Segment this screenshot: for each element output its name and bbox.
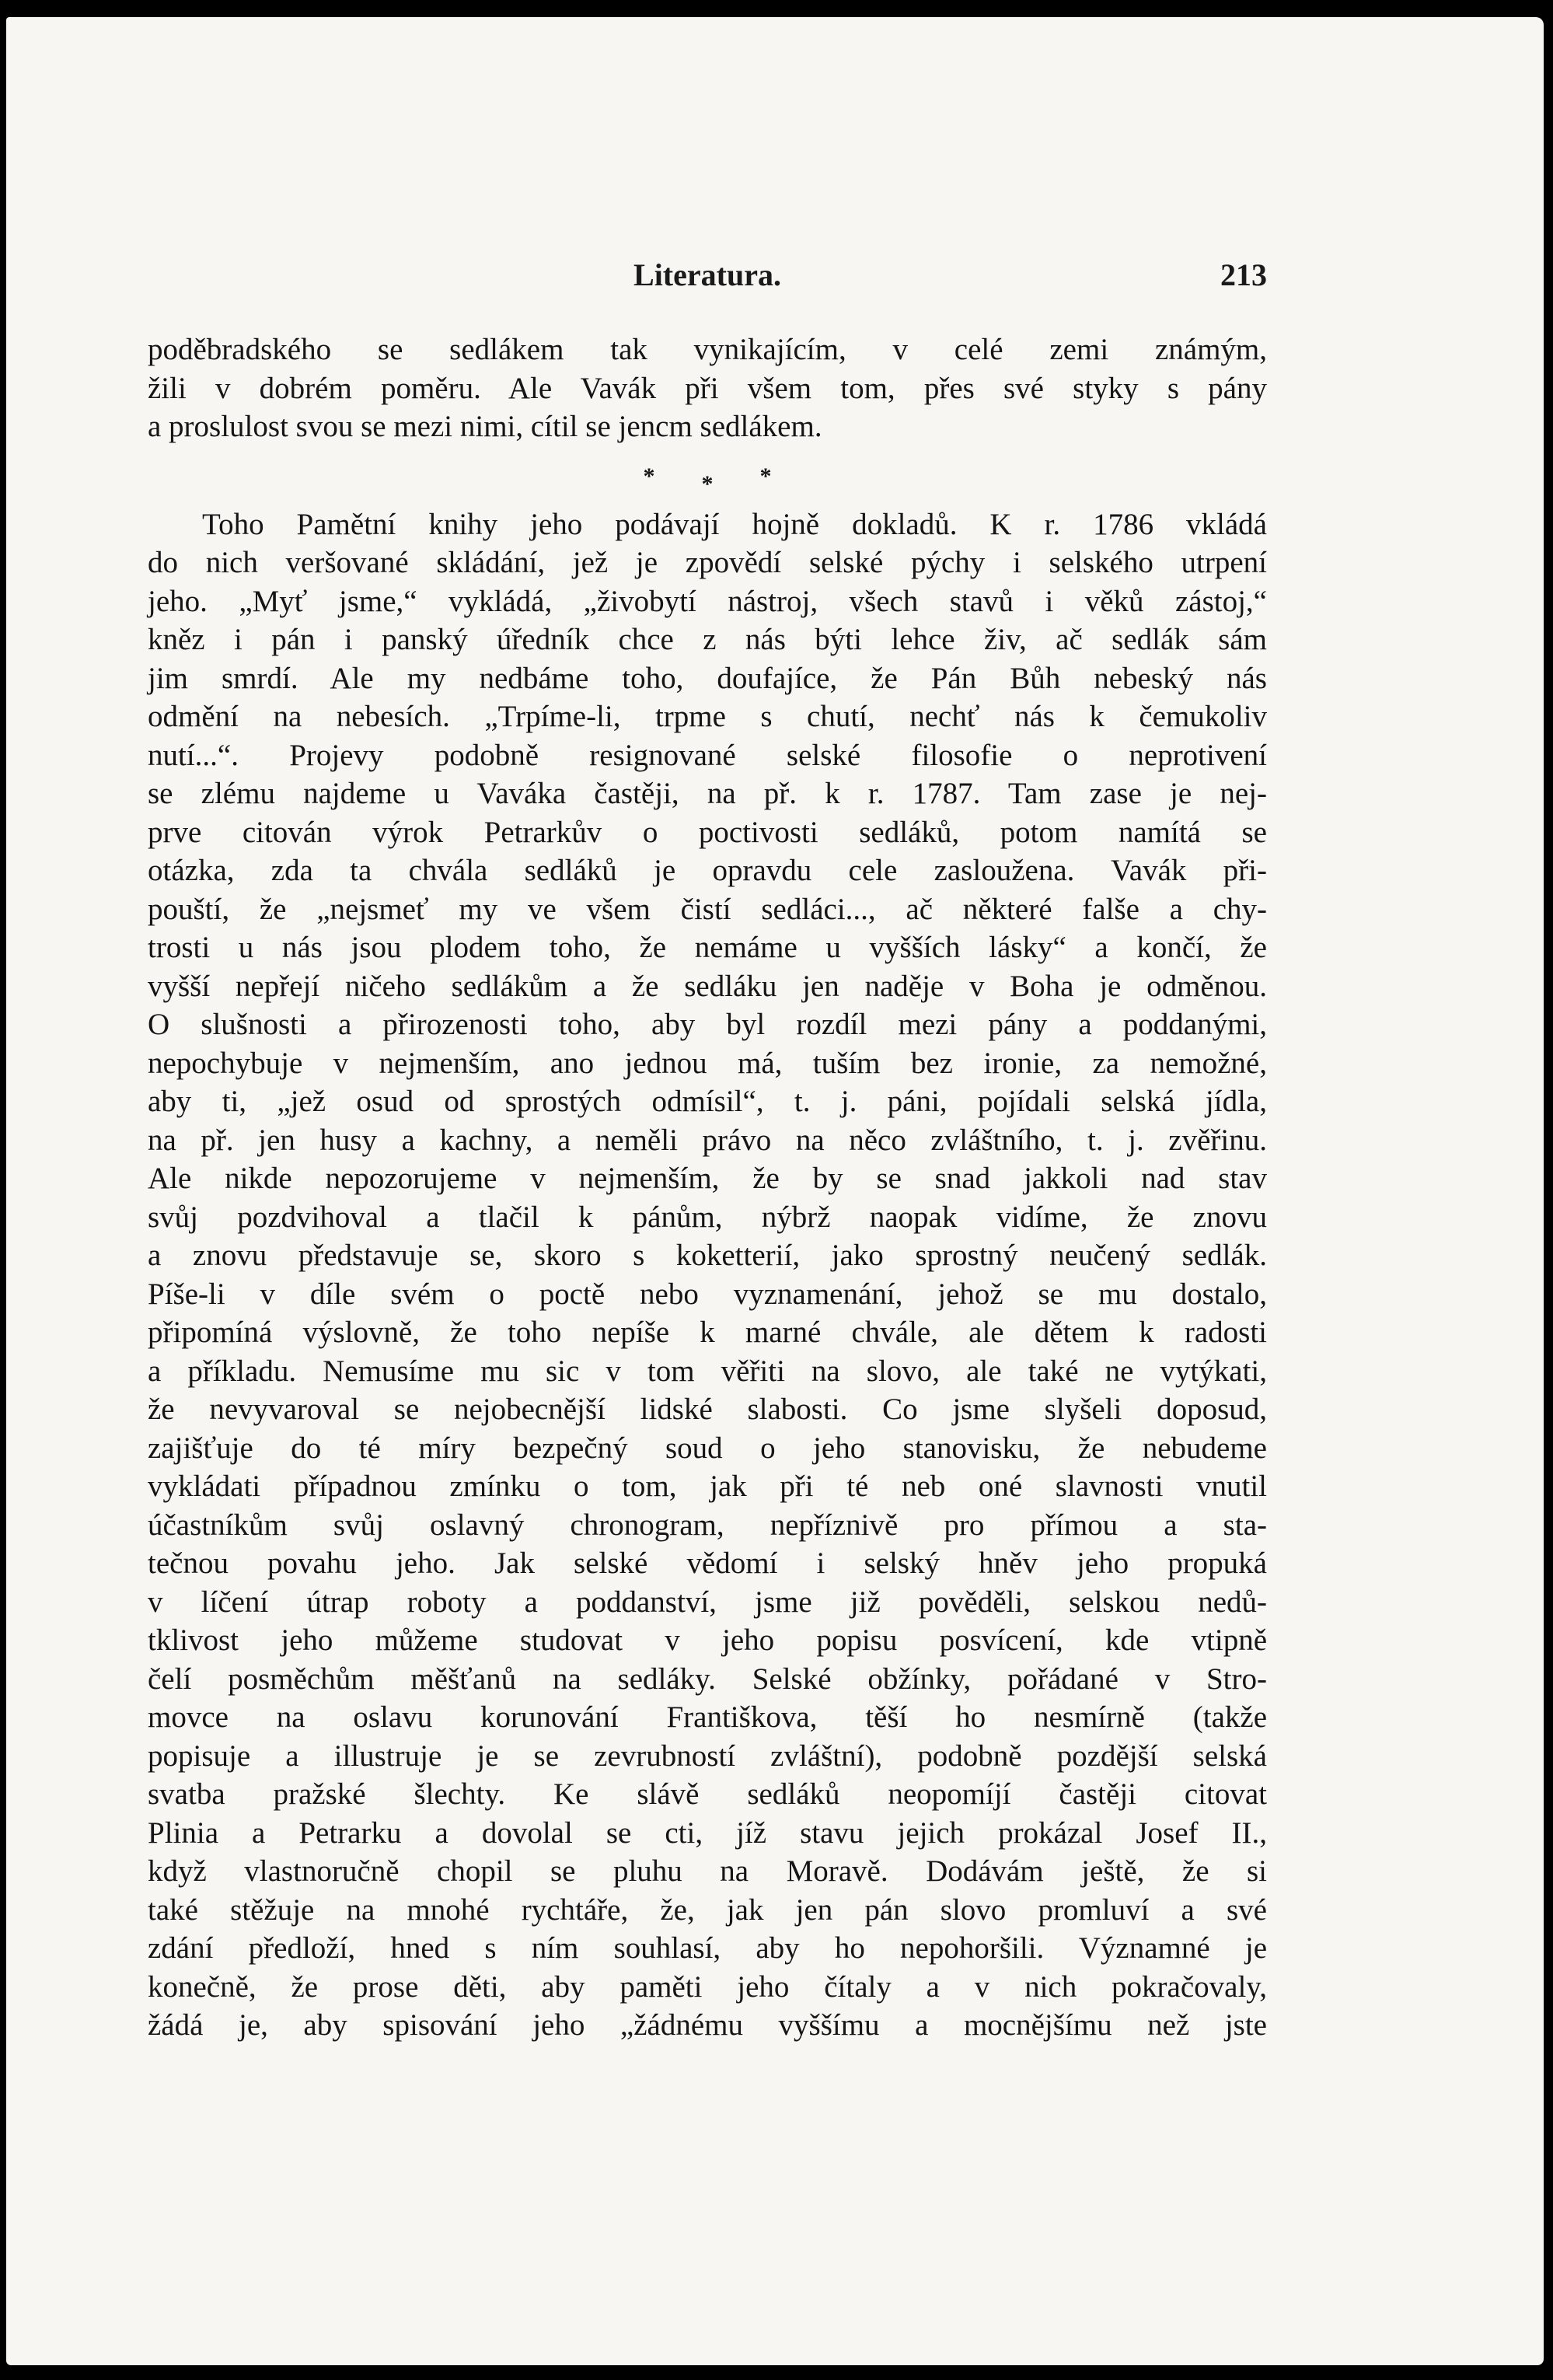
text-line: zdání předloží, hned s ním souhlasí, aby ho nepohoršili. Významné je (148, 1931, 1267, 1965)
text-line: trosti u nás jsou plodem toho, že nemáme u vyšších lásky“ a končí, že (148, 931, 1267, 964)
asterisk-ornament: * (759, 463, 772, 489)
text-line: aby ti, „jež osud od sprostých odmísil“, t. j. páni, pojídali selská jídla, (148, 1085, 1267, 1118)
text-line: O slušnosti a přirozenosti toho, aby byl rozdíl mezi pány a poddanými, (148, 1008, 1267, 1041)
text-line: na př. jen husy a kachny, a neměli právo na něco zvláštního, t. j. zvěřinu. (148, 1123, 1267, 1157)
text-line: vyšší nepřejí ničeho sedlákům a že sedláku jen naděje v Boha je odměnou. (148, 969, 1267, 1003)
text-line: tklivost jeho můžeme studovat v jeho popisu posvícení, kde vtipně (148, 1623, 1267, 1657)
text-line: Toho Pamětní knihy jeho podávají hojně dokladů. K r. 1786 vkládá (202, 507, 1267, 541)
paragraph-2 (148, 505, 1267, 2045)
text-line: a příkladu. Nemusíme mu sic v tom věřiti na slovo, ale také ne vytýkati, (148, 1354, 1267, 1388)
text-line: když vlastnoručně chopil se pluhu na Moravě. Dodávám ještě, že si (148, 1854, 1267, 1888)
text-line: popisuje a illustruje je se zevrubností zvláštní), podobně pozdější selská (148, 1739, 1267, 1773)
text-line: Ale nikde nepozorujeme v nejmenším, že by se snad jakkoli nad stav (148, 1162, 1267, 1195)
asterisk-ornament: * (643, 463, 655, 489)
text-line: prve citován výrok Petrarkův o poctivosti sedláků, potom namítá se (148, 815, 1267, 849)
text-line: konečně, že prose děti, aby paměti jeho čítaly a v nich pokračovaly, (148, 1969, 1267, 2004)
text-line: čelí posměchům měšťanů na sedláky. Selské obžínky, pořádané v Stro- (148, 1662, 1267, 1696)
text-line: odmění na nebesích. „Trpíme-li, trpme s chutí, nechť nás k čemukoliv (148, 700, 1267, 733)
text-line: a proslulost svou se mezi nimi, cítil se jencm sedlákem. (148, 410, 822, 443)
text-line: také stěžuje na mnohé rychtáře, že, jak jen pán slovo promluví a své (148, 1892, 1267, 1927)
text-line: nepochybuje v nejmenším, ano jednou má, tuším bez ironie, za nemožné, (148, 1046, 1267, 1080)
text-line: žili v dobrém poměru. Ale Vavák při všem tom, přes své styky s pány (148, 371, 1267, 405)
running-title: Literatura. (633, 257, 781, 292)
text-line: a znovu představuje se, skoro s koketterií, jako sprostný neučený sedlák. (148, 1239, 1267, 1272)
text-line: movce na oslavu korunování Františkova, těší ho nesmírně (takže (148, 1700, 1267, 1734)
text-line: připomíná výslovně, že toho nepíše k marné chvále, ale dětem k radosti (148, 1316, 1267, 1349)
text-line: Píše-li v díle svém o poctě nebo vyznamenání, jehož se mu dostalo, (148, 1277, 1267, 1311)
section-separator (148, 449, 1267, 504)
text-line: Plinia a Petrarku a dovolal se cti, jíž stavu jejich prokázal Josef II., (148, 1816, 1267, 1850)
text-line: tečnou povahu jeho. Jak selské vědomí i selský hněv jeho propuká (148, 1546, 1267, 1580)
page-number: 213 (1220, 257, 1267, 292)
text-line: pouští, že „nejsmeť my ve všem čistí sedláci..., ač některé falše a chy- (148, 892, 1267, 926)
text-line: v líčení útrap roboty a poddanství, jsme již pověděli, selskou nedů- (148, 1585, 1267, 1619)
text-line: jeho. „Myť jsme,“ vykládá, „živobytí nástroj, všech stavů i věků zástoj,“ (148, 584, 1267, 618)
text-line: kněz i pán i panský úředník chce z nás býti lehce živ, ač sedlák sám (148, 623, 1267, 656)
text-line: vykládati případnou zmínku o tom, jak při té neb oné slavnosti vnutil (148, 1470, 1267, 1503)
text-line: účastníkům svůj oslavný chronogram, nepříznivě pro přímou a sta- (148, 1508, 1267, 1542)
page-header (148, 257, 1267, 295)
text-line: do nich veršované skládání, jež je zpovědí selské pýchy i selského utrpení (148, 546, 1267, 579)
text-line: svůj pozdvihoval a tlačil k pánům, nýbrž naopak vidíme, že znovu (148, 1200, 1267, 1234)
text-line: se zlému najdeme u Vaváka častěji, na př. k r. 1787. Tam zase je nej- (148, 777, 1267, 810)
paragraph-1 (148, 330, 1267, 446)
asterisk-ornament: * (701, 470, 714, 497)
text-line: že nevyvaroval se nejobecnější lidské slabosti. Co jsme slyšeli doposud, (148, 1393, 1267, 1426)
text-line: žádá je, aby spisování jeho „žádnému vyššímu a mocnějšímu než jste (148, 2008, 1267, 2042)
text-line: zajišťuje do té míry bezpečný soud o jeho stanovisku, že nebudeme (148, 1431, 1267, 1465)
body-text (148, 330, 1267, 2045)
text-line: otázka, zda ta chvála sedláků je opravdu cele zasloužena. Vavák při- (148, 854, 1267, 887)
text-line: svatba pražské šlechty. Ke slávě sedláků neopomíjí častěji citovat (148, 1777, 1267, 1811)
text-line: nutí...“. Projevy podobně resignované selské filosofie o neprotivení (148, 738, 1267, 772)
text-line: poděbradského se sedlákem tak vynikajícím, v celé zemi známým, (148, 333, 1267, 366)
text-line: jim smrdí. Ale my nedbáme toho, doufajíce, že Pán Bůh nebeský nás (148, 661, 1267, 695)
